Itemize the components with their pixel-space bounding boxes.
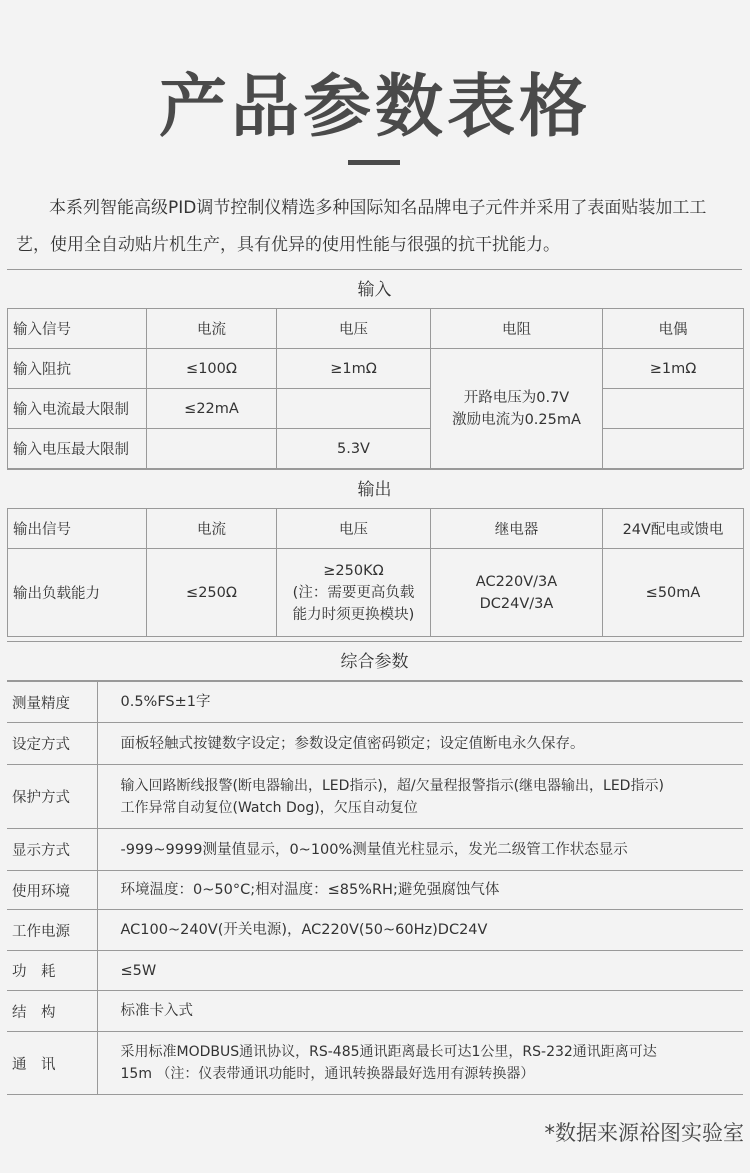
table-cell xyxy=(603,389,744,429)
param-value xyxy=(97,829,743,871)
table-row xyxy=(8,429,744,469)
row-label: 输出负载能力 xyxy=(8,549,147,637)
param-key: 通 讯 xyxy=(7,1032,97,1095)
header-cell: 继电器 xyxy=(431,509,603,549)
resistance-note-line: 开路电压为0.7V xyxy=(463,389,570,406)
header-cell: 输入信号 xyxy=(8,309,147,349)
resistance-note-line: 激励电流为0.25mA xyxy=(452,411,581,428)
param-value-line: 采用标准MODBUS通讯协议，RS-485通讯距离最长可达1公里，RS-232通讯距离可达 xyxy=(120,1044,657,1060)
section-heading-output: 输出 xyxy=(7,469,742,509)
table-row xyxy=(8,349,744,389)
table-row xyxy=(7,765,743,829)
cell-line: AC220V/3A xyxy=(475,573,558,590)
table-cell: ≤22mA xyxy=(147,389,277,429)
table-cell xyxy=(147,429,277,469)
param-value xyxy=(97,951,743,991)
param-value xyxy=(97,682,743,723)
param-value xyxy=(97,910,743,951)
param-value xyxy=(97,1032,743,1095)
row-label: 输入阻抗 xyxy=(8,349,147,389)
param-key: 测量精度 xyxy=(7,682,97,723)
intro-paragraph: 本系列智能高级PID调节控制仪精选多种国际知名品牌电子元件并采用了表面贴装加工工艺，使用全自动贴片机生产，具有优异的使用性能与很强的抗干扰能力。 xyxy=(16,198,707,255)
table-row xyxy=(8,509,744,549)
table-cell: ≤100Ω xyxy=(147,349,277,389)
table-row xyxy=(7,1032,743,1095)
param-key: 保护方式 xyxy=(7,765,97,829)
title-underline xyxy=(348,160,400,165)
header-cell: 输出信号 xyxy=(8,509,147,549)
param-value xyxy=(97,765,743,829)
param-value xyxy=(97,723,743,765)
param-value-line: AC100~240V(开关电源)，AC220V(50~60Hz)DC24V xyxy=(120,922,488,938)
resistance-note-cell xyxy=(431,349,603,469)
table-row xyxy=(8,309,744,349)
table-cell: ≤250Ω xyxy=(147,549,277,637)
table-row xyxy=(7,951,743,991)
table-row xyxy=(7,910,743,951)
relay-load-cell xyxy=(431,549,603,637)
header-cell: 电偶 xyxy=(603,309,744,349)
table-cell xyxy=(277,389,431,429)
general-params-table xyxy=(7,681,743,1095)
table-cell: 5.3V xyxy=(277,429,431,469)
cell-line: 能力时须更换模块) xyxy=(292,606,415,623)
header-cell: 电流 xyxy=(147,309,277,349)
data-source-footnote: *数据来源裕图实验室 xyxy=(544,1121,744,1145)
header-cell: 电阻 xyxy=(431,309,603,349)
table-row xyxy=(8,549,744,637)
table-cell: ≥1mΩ xyxy=(277,349,431,389)
param-value-line: 面板轻触式按键数字设定；参数设定值密码锁定；设定值断电永久保存。 xyxy=(120,735,585,752)
table-row xyxy=(7,723,743,765)
page-title: 产品参数表格 xyxy=(158,68,591,147)
param-value xyxy=(97,991,743,1032)
table-row xyxy=(7,991,743,1032)
param-value-line: 环境温度：0~50°C;相对温度：≤85%RH;避免强腐蚀气体 xyxy=(120,882,500,898)
row-label: 输入电流最大限制 xyxy=(8,389,147,429)
param-key: 显示方式 xyxy=(7,829,97,871)
cell-line: ≥250KΩ xyxy=(323,562,384,579)
table-row xyxy=(8,389,744,429)
param-key: 设定方式 xyxy=(7,723,97,765)
param-value-line: 15m （注：仪表带通讯功能时，通讯转换器最好选用有源转换器） xyxy=(120,1066,535,1082)
section-heading-general: 综合参数 xyxy=(7,641,742,681)
param-key: 功 耗 xyxy=(7,951,97,991)
param-key: 工作电源 xyxy=(7,910,97,951)
cell-line: (注：需要更高负载 xyxy=(292,584,415,601)
voltage-load-cell xyxy=(277,549,431,637)
table-row xyxy=(7,682,743,723)
table-cell: ≥1mΩ xyxy=(603,349,744,389)
output-table xyxy=(7,508,744,637)
section-heading-input: 输入 xyxy=(7,269,742,309)
header-cell: 电压 xyxy=(277,309,431,349)
header-cell: 电流 xyxy=(147,509,277,549)
param-value xyxy=(97,871,743,910)
header-cell: 电压 xyxy=(277,509,431,549)
table-cell: ≤50mA xyxy=(603,549,744,637)
row-label: 输入电压最大限制 xyxy=(8,429,147,469)
table-cell xyxy=(603,429,744,469)
param-value-line: 工作异常自动复位(Watch Dog)，欠压自动复位 xyxy=(120,799,418,816)
param-value-line: 输入回路断线报警(断电器输出，LED指示)，超/欠量程报警指示(继电器输出，LED指示) xyxy=(120,777,664,794)
header-cell: 24V配电或馈电 xyxy=(603,509,744,549)
param-value-line: 0.5%FS±1字 xyxy=(120,694,211,710)
param-key: 结 构 xyxy=(7,991,97,1032)
param-value-line: 标准卡入式 xyxy=(120,1003,193,1019)
table-row xyxy=(7,829,743,871)
input-table xyxy=(7,308,744,469)
param-value-line: ≤5W xyxy=(120,962,157,979)
param-key: 使用环境 xyxy=(7,871,97,910)
cell-line: DC24V/3A xyxy=(479,595,554,612)
table-row xyxy=(7,871,743,910)
param-value-line: -999~9999测量值显示，0~100%测量值光柱显示，发光二级管工作状态显示 xyxy=(120,841,628,858)
